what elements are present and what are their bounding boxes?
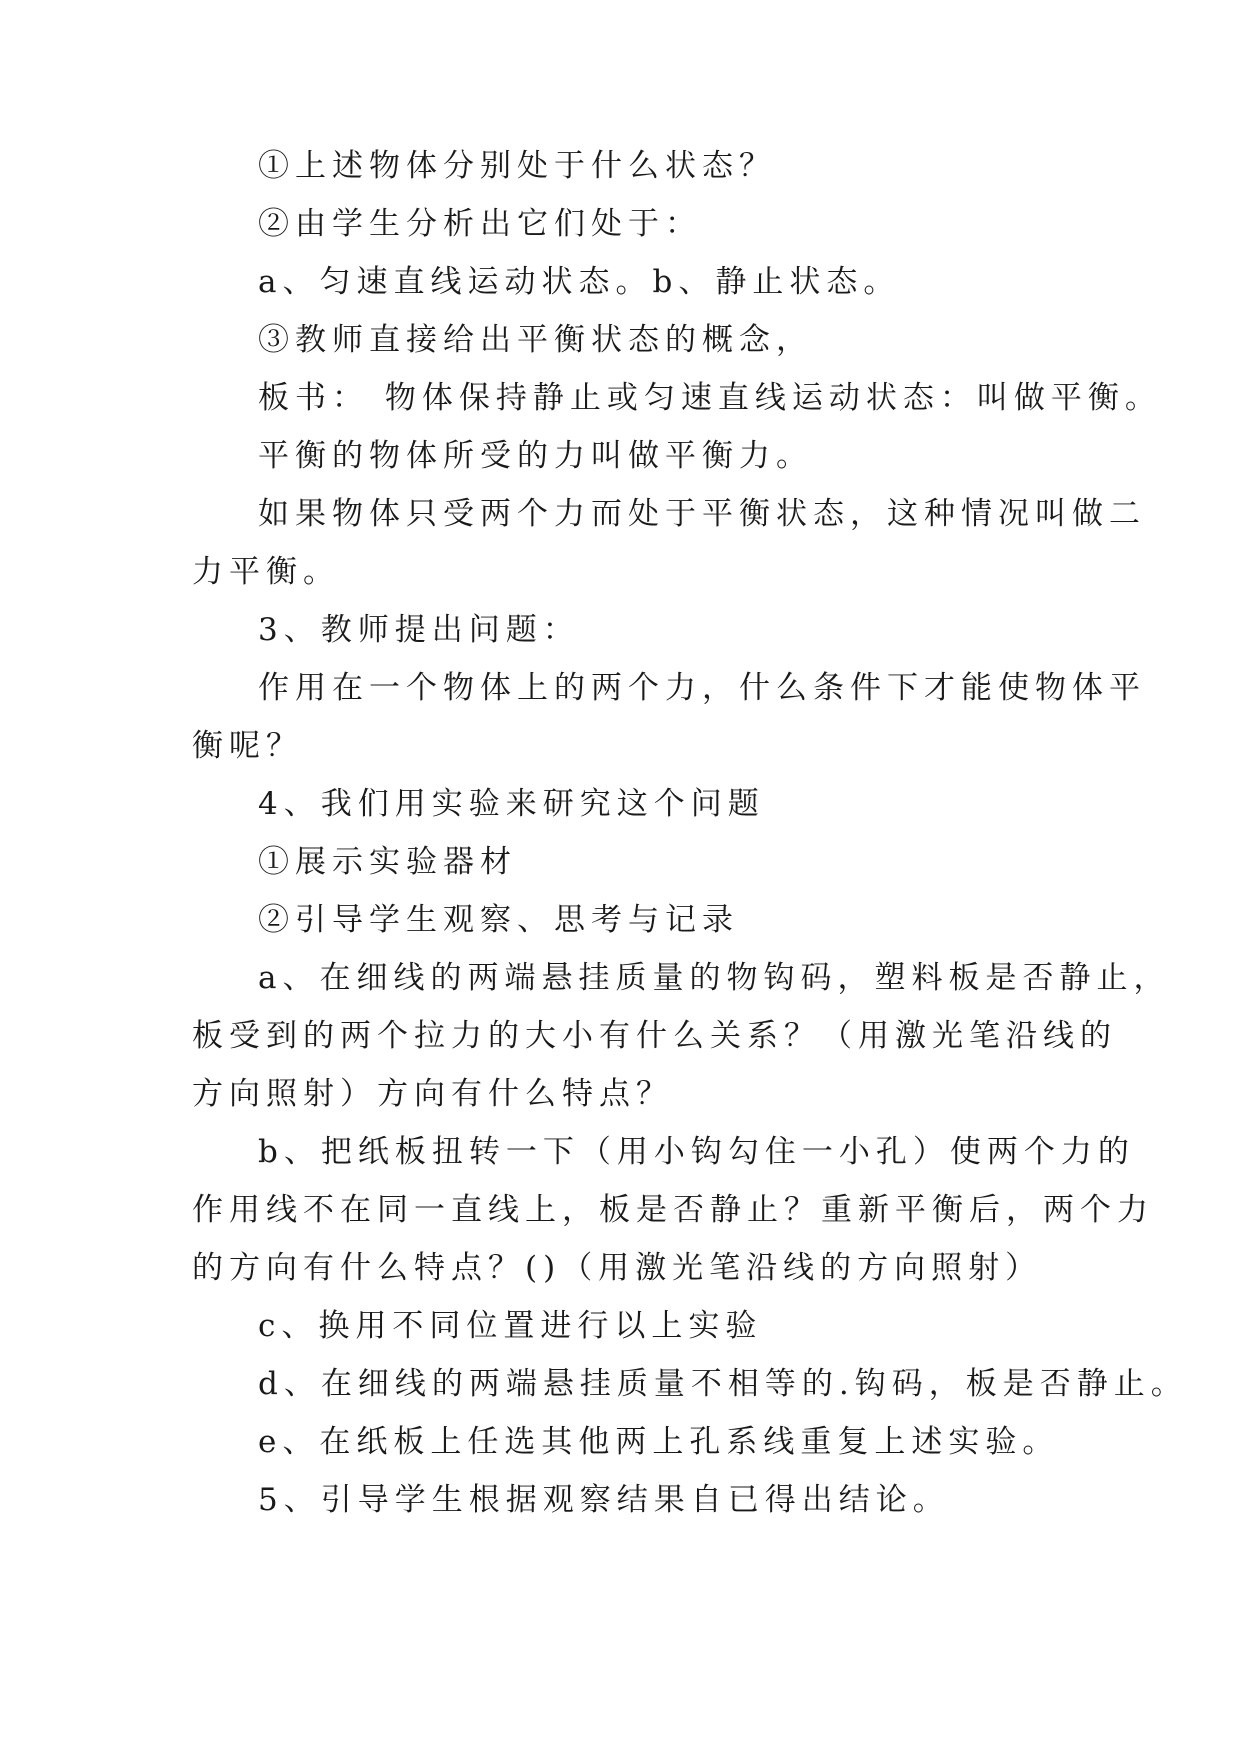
text-line-state-question: ①上述物体分别处于什么状态？ xyxy=(258,148,776,184)
text-line-exp-b-2: 作用线不在同一直线上，板是否静止？重新平衡后，两个力 xyxy=(192,1192,1154,1228)
text-line-exp-c: c、换用不同位置进行以上实验 xyxy=(258,1308,763,1344)
text-line-student-analysis: ②由学生分析出它们处于： xyxy=(258,206,702,242)
text-line-condition-question-1: 作用在一个物体上的两个力，什么条件下才能使物体平 xyxy=(258,670,1146,706)
text-line-exp-e: e、在纸板上任选其他两上孔系线重复上述实验。 xyxy=(258,1424,1060,1460)
text-line-exp-b-1: b、把纸板扭转一下（用小钩勾住一小孔）使两个力的 xyxy=(258,1134,1135,1170)
text-line-show-equipment: ①展示实验器材 xyxy=(258,844,517,880)
text-line-condition-question-2: 衡呢？ xyxy=(192,728,303,764)
text-line-exp-a-2: 板受到的两个拉力的大小有什么关系？（用激光笔沿线的 xyxy=(192,1018,1117,1054)
text-line-two-force-2: 力平衡。 xyxy=(192,554,340,590)
text-line-teacher-concept: ③教师直接给出平衡状态的概念， xyxy=(258,322,813,358)
text-line-step-5: 5、引导学生根据观察结果自已得出结论。 xyxy=(258,1482,950,1518)
text-line-board-note: 板书： 物体保持静止或匀速直线运动状态：叫做平衡。 xyxy=(258,380,1162,416)
text-line-balance-force: 平衡的物体所受的力叫做平衡力。 xyxy=(258,438,813,474)
text-line-states-ab: a、匀速直线运动状态。b、静止状态。 xyxy=(258,264,901,300)
text-line-exp-a-3: 方向照射）方向有什么特点？ xyxy=(192,1076,673,1112)
text-line-exp-b-3: 的方向有什么特点？()（用激光笔沿线的方向照射） xyxy=(192,1250,1043,1286)
text-line-step-3: 3、教师提出问题： xyxy=(258,612,580,648)
text-line-step-4: 4、我们用实验来研究这个问题 xyxy=(258,786,765,822)
text-line-exp-a-1: a、在细线的两端悬挂质量的物钩码，塑料板是否静止， xyxy=(258,960,1171,996)
text-line-two-force-1: 如果物体只受两个力而处于平衡状态，这种情况叫做二 xyxy=(258,496,1146,532)
text-line-exp-d: d、在细线的两端悬挂质量不相等的.钩码，板是否静止。 xyxy=(258,1366,1188,1402)
text-line-guide-observe: ②引导学生观察、思考与记录 xyxy=(258,902,739,938)
